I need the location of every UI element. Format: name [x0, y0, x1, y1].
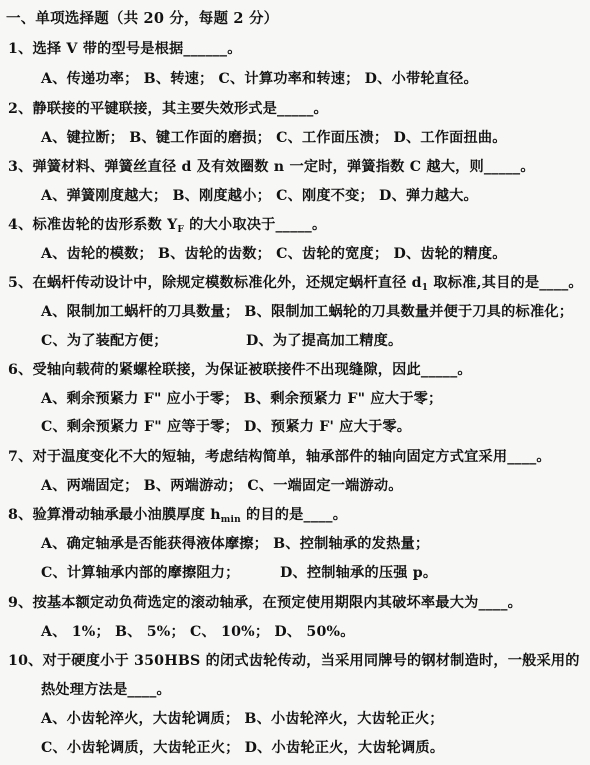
- question-10-stem-continued: 热处理方法是____。: [41, 682, 171, 698]
- question-7-stem: 7、对于温度变化不大的短轴，考虑结构简单，轴承部件的轴向固定方式宜采用____。: [8, 449, 551, 465]
- question-8-option-line-1: A、确定轴承是否能获得液体摩擦； B、控制轴承的发热量；: [41, 536, 430, 552]
- question-8-option-d: D、控制轴承的压强 p。: [280, 565, 438, 581]
- question-6-option-line-2: C、剩余预紧力 F" 应等于零； D、预紧力 F' 应大于零。: [41, 419, 412, 435]
- question-4-stem-subscript: F: [177, 225, 185, 235]
- question-5-stem-subscript: 1: [421, 283, 429, 293]
- question-10-option-line-1: A、小齿轮淬火，大齿轮调质； B、小齿轮淬火，大齿轮正火；: [41, 711, 444, 727]
- question-2-options: A、键拉断； B、键工作面的磨损； C、工作面压溃； D、工作面扭曲。: [41, 130, 507, 146]
- question-9-options: A、 1%； B、 5%； C、 10%； D、 50%。: [41, 624, 355, 640]
- question-5-option-line-1: A、限制加工蜗杆的刀具数量； B、限制加工蜗轮的刀具数量并便于刀具的标准化；: [41, 304, 574, 320]
- question-5-option-c: C、为了装配方便；: [41, 333, 168, 349]
- question-10-option-line-2: C、小齿轮调质，大齿轮正火； D、小齿轮正火，大齿轮调质。: [41, 740, 445, 756]
- question-8-stem: [8, 506, 347, 529]
- question-5-stem-suffix: 取标准,其目的是____。: [428, 275, 583, 291]
- question-5-stem: [8, 274, 583, 297]
- question-6-stem: 6、受轴向载荷的紧螺栓联接，为保证被联接件不出现缝隙，因此_____。: [8, 362, 472, 378]
- section-title: 一、单项选择题（共 20 分，每题 2 分）: [6, 10, 279, 27]
- question-10-stem: 10、对于硬度小于 350HBS 的闭式齿轮传动，当采用同牌号的钢材制造时，一般采用的: [8, 653, 580, 669]
- question-5-stem-prefix: 5、在蜗杆传动设计中，除规定模数标准化外，还规定蜗杆直径 d: [8, 275, 422, 291]
- question-1-options: A、传递功率； B、转速； C、计算功率和转速； D、小带轮直径。: [41, 71, 478, 87]
- question-5-option-d: D、为了提高加工精度。: [246, 333, 403, 349]
- question-3-stem: 3、弹簧材料、弹簧丝直径 d 及有效圈数 n 一定时，弹簧指数 C 越大，则_____。: [8, 159, 535, 175]
- question-6-option-line-1: A、剩余预紧力 F" 应小于零； B、剩余预紧力 F" 应大于零；: [41, 391, 443, 407]
- question-4-options: A、齿轮的模数； B、齿轮的齿数； C、齿轮的宽度； D、齿轮的精度。: [41, 246, 507, 262]
- question-8-stem-prefix: 8、验算滑动轴承最小油膜厚度 h: [8, 507, 221, 523]
- question-4-stem-prefix: 4、标准齿轮的齿形系数 Y: [8, 217, 178, 233]
- question-4-stem-suffix: 的大小取决于_____。: [184, 217, 327, 233]
- question-2-stem: 2、静联接的平键联接，其主要失效形式是_____。: [8, 101, 328, 117]
- question-9-stem: 9、按基本额定动负荷选定的滚动轴承，在预定使用期限内其破坏率最大为____。: [8, 595, 523, 611]
- question-8-stem-subscript: min: [220, 515, 241, 525]
- question-4-stem: [8, 216, 326, 239]
- question-8-stem-suffix: 的目的是____。: [240, 507, 348, 523]
- question-8-option-c: C、计算轴承内部的摩擦阻力；: [41, 565, 240, 581]
- question-1-stem: 1、选择 V 带的型号是根据______。: [8, 41, 242, 57]
- question-7-options: A、两端固定； B、两端游动； C、一端固定一端游动。: [41, 478, 403, 494]
- question-3-options: A、弹簧刚度越大； B、刚度越小； C、刚度不变； D、弹力越大。: [41, 188, 478, 204]
